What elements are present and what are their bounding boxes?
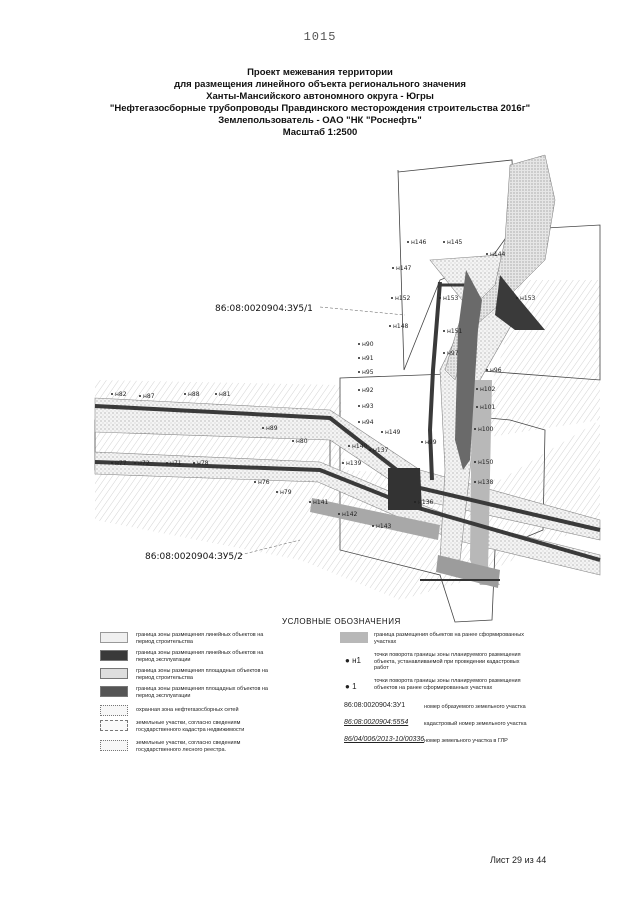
- legend-point-symbol-new: ● н1: [345, 656, 361, 665]
- turning-point-marker: [421, 441, 423, 443]
- turning-point-marker: [391, 297, 393, 299]
- turning-point-marker: [111, 393, 113, 395]
- turning-point-marker: [443, 241, 445, 243]
- parcel-label-zu5-2: 86:08:0020904:ЗУ5/2: [145, 552, 243, 562]
- turning-point-label: н138: [478, 479, 494, 486]
- turning-point-label: н142: [342, 511, 358, 518]
- turning-point-label: н102: [480, 386, 496, 393]
- legend-swatch-operation-area: [100, 686, 128, 697]
- turning-point-label: н89: [266, 425, 278, 432]
- turning-point-marker: [372, 525, 374, 527]
- turning-point-label: н151: [447, 328, 463, 335]
- turning-point-marker: [439, 297, 441, 299]
- legend-protection-zone: охранная зона нефтегазосборных сетей: [136, 707, 239, 713]
- turning-point-label: н101: [480, 404, 496, 411]
- legend-code-forest-desc: номер земельного участка в ГЛР: [424, 738, 508, 744]
- turning-point-marker: [474, 461, 476, 463]
- legend-swatch-cadastre-parcels: [100, 720, 128, 731]
- turning-point-label: н92: [362, 387, 374, 394]
- turning-point-label: н77: [115, 460, 127, 467]
- turning-point-marker: [392, 267, 394, 269]
- turning-point-label: н148: [393, 323, 409, 330]
- turning-point-marker: [342, 462, 344, 464]
- legend-construction-area: граница зоны размещения площадных объектов на период строительства: [136, 668, 268, 681]
- turning-point-marker: [407, 241, 409, 243]
- legend-code-forest: 86/04/006/2013-10/00336: [344, 736, 425, 743]
- turning-point-marker: [348, 445, 350, 447]
- legend-swatch-protection-zone: [100, 705, 128, 716]
- turning-point-label: н137: [373, 447, 389, 454]
- title-line-5: Землепользователь - ОАО "НК "Роснефть": [218, 115, 422, 126]
- turning-point-marker: [338, 513, 340, 515]
- turning-point-marker: [486, 369, 488, 371]
- legend-swatch-construction-area: [100, 668, 128, 679]
- turning-point-label: н78: [197, 460, 209, 467]
- turning-point-label: н93: [362, 403, 374, 410]
- turning-point-marker: [474, 481, 476, 483]
- title-line-4: "Нефтегазосборные трубопроводы Правдинского месторождения строительства 2016г": [109, 103, 531, 114]
- turning-point-label: н136: [418, 499, 434, 506]
- turning-point-marker: [381, 431, 383, 433]
- turning-point-label: н150: [478, 459, 494, 466]
- turning-point-marker: [516, 297, 518, 299]
- sheet-footer: Лист 29 из 44: [490, 855, 547, 865]
- turning-point-label: н91: [362, 355, 374, 362]
- title-scale: Масштаб 1:2500: [282, 127, 358, 138]
- turning-point-label: н141: [313, 499, 329, 506]
- turning-point-label: н149: [385, 429, 401, 436]
- legend-title: УСЛОВНЫЕ ОБОЗНАЧЕНИЯ: [282, 617, 401, 626]
- turning-point-marker: [358, 343, 360, 345]
- turning-point-label: н99: [425, 439, 437, 446]
- turning-point-marker: [184, 393, 186, 395]
- turning-point-label: н79: [280, 489, 292, 496]
- turning-point-label: н140: [352, 443, 368, 450]
- turning-point-label: н95: [362, 369, 374, 376]
- turning-point-marker: [193, 462, 195, 464]
- turning-point-marker: [476, 406, 478, 408]
- turning-point-label: н145: [447, 239, 463, 246]
- title-line-3: Ханты-Мансийского автономного округа - Югры: [206, 91, 434, 102]
- turning-point-label: н88: [188, 391, 200, 398]
- turning-point-label: н97: [447, 350, 459, 357]
- parcel-label-zu5-1: 86:08:0020904:ЗУ5/1: [215, 304, 313, 314]
- legend-existing-points: точки поворота границы зоны планируемого размещения объектов на ранее сформированных участках: [374, 678, 521, 691]
- turning-point-label: н76: [258, 479, 270, 486]
- turning-point-label: н146: [411, 239, 427, 246]
- turning-point-marker: [476, 388, 478, 390]
- turning-point-label: н153: [520, 295, 536, 302]
- turning-point-marker: [309, 501, 311, 503]
- legend-point-symbol-existing: ● 1: [345, 682, 357, 691]
- turning-point-marker: [134, 462, 136, 464]
- legend-cadastre-parcels: земельные участки, согласно сведениям государственного кадастра недвижимости: [136, 720, 245, 733]
- turning-point-marker: [166, 462, 168, 464]
- turning-point-marker: [254, 481, 256, 483]
- turning-point-marker: [276, 491, 278, 493]
- legend-code-new-parcel: 86:08:0020904:ЗУ1: [344, 702, 406, 709]
- legend-code-cadastral-desc: кадастровый номер земельного участка: [424, 721, 527, 727]
- legend-construction-line: граница зоны размещения линейных объектов на период строительства: [136, 632, 264, 645]
- legend-operation-line: граница зоны размещения линейных объектов на период эксплуатации: [136, 650, 264, 663]
- legend-swatch-existing-objects: [340, 632, 368, 643]
- turning-point-label: н153: [443, 295, 459, 302]
- legend-existing-objects: граница размещения объектов на ранее сформированных участках: [374, 632, 524, 645]
- turning-point-marker: [414, 501, 416, 503]
- legend-swatch-forest-registry: [100, 740, 128, 751]
- turning-point-marker: [358, 371, 360, 373]
- turning-point-label: н139: [346, 460, 362, 467]
- title-line-1: Проект межевания территории: [247, 67, 393, 78]
- turning-point-marker: [215, 393, 217, 395]
- legend-code-new-parcel-desc: номер образуемого земельного участка: [424, 704, 526, 710]
- legend-swatch-construction-line: [100, 632, 128, 643]
- turning-point-marker: [358, 389, 360, 391]
- turning-point-label: н96: [490, 367, 502, 374]
- turning-point-label: н143: [376, 523, 392, 530]
- legend-point-symbol-new-label: н1: [352, 656, 361, 665]
- turning-point-label: н100: [478, 426, 494, 433]
- turning-point-marker: [139, 395, 141, 397]
- page-number: 1015: [303, 30, 337, 44]
- turning-point-marker: [389, 325, 391, 327]
- turning-point-marker: [358, 357, 360, 359]
- title-line-2: для размещения линейного объекта регионального значения: [174, 79, 466, 90]
- turning-point-marker: [443, 352, 445, 354]
- turning-point-label: н81: [219, 391, 231, 398]
- legend-forest-registry: земельные участки, согласно сведениям государственного лесного реестра.: [136, 740, 241, 753]
- turning-point-label: н94: [362, 419, 374, 426]
- turning-point-label: н80: [296, 438, 308, 445]
- turning-point-marker: [111, 462, 113, 464]
- turning-point-marker: [486, 253, 488, 255]
- turning-point-label: н82: [115, 391, 127, 398]
- turning-point-label: н152: [395, 295, 411, 302]
- turning-point-label: н147: [396, 265, 412, 272]
- turning-point-label: н144: [490, 251, 506, 258]
- turning-point-label: н87: [143, 393, 155, 400]
- legend-code-cadastral: 86:08:0020904:5554: [344, 719, 409, 726]
- turning-point-marker: [292, 440, 294, 442]
- legend-operation-area: граница зоны размещения площадных объектов на период эксплуатации: [136, 686, 268, 699]
- turning-point-label: н72: [138, 460, 150, 467]
- turning-point-marker: [262, 427, 264, 429]
- turning-point-marker: [369, 449, 371, 451]
- legend-swatch-operation-line: [100, 650, 128, 661]
- turning-point-marker: [358, 405, 360, 407]
- legend-point-symbol-existing-label: 1: [352, 682, 357, 691]
- turning-point-label: н90: [362, 341, 374, 348]
- turning-point-marker: [443, 330, 445, 332]
- turning-point-marker: [358, 421, 360, 423]
- leader-line: [320, 307, 405, 315]
- legend-new-points: точки поворота границы зоны планируемого размещения объекта, устанавливаемой при проведении кадастровых работ: [374, 652, 521, 671]
- turning-point-marker: [474, 428, 476, 430]
- turning-point-label: н71: [170, 460, 182, 467]
